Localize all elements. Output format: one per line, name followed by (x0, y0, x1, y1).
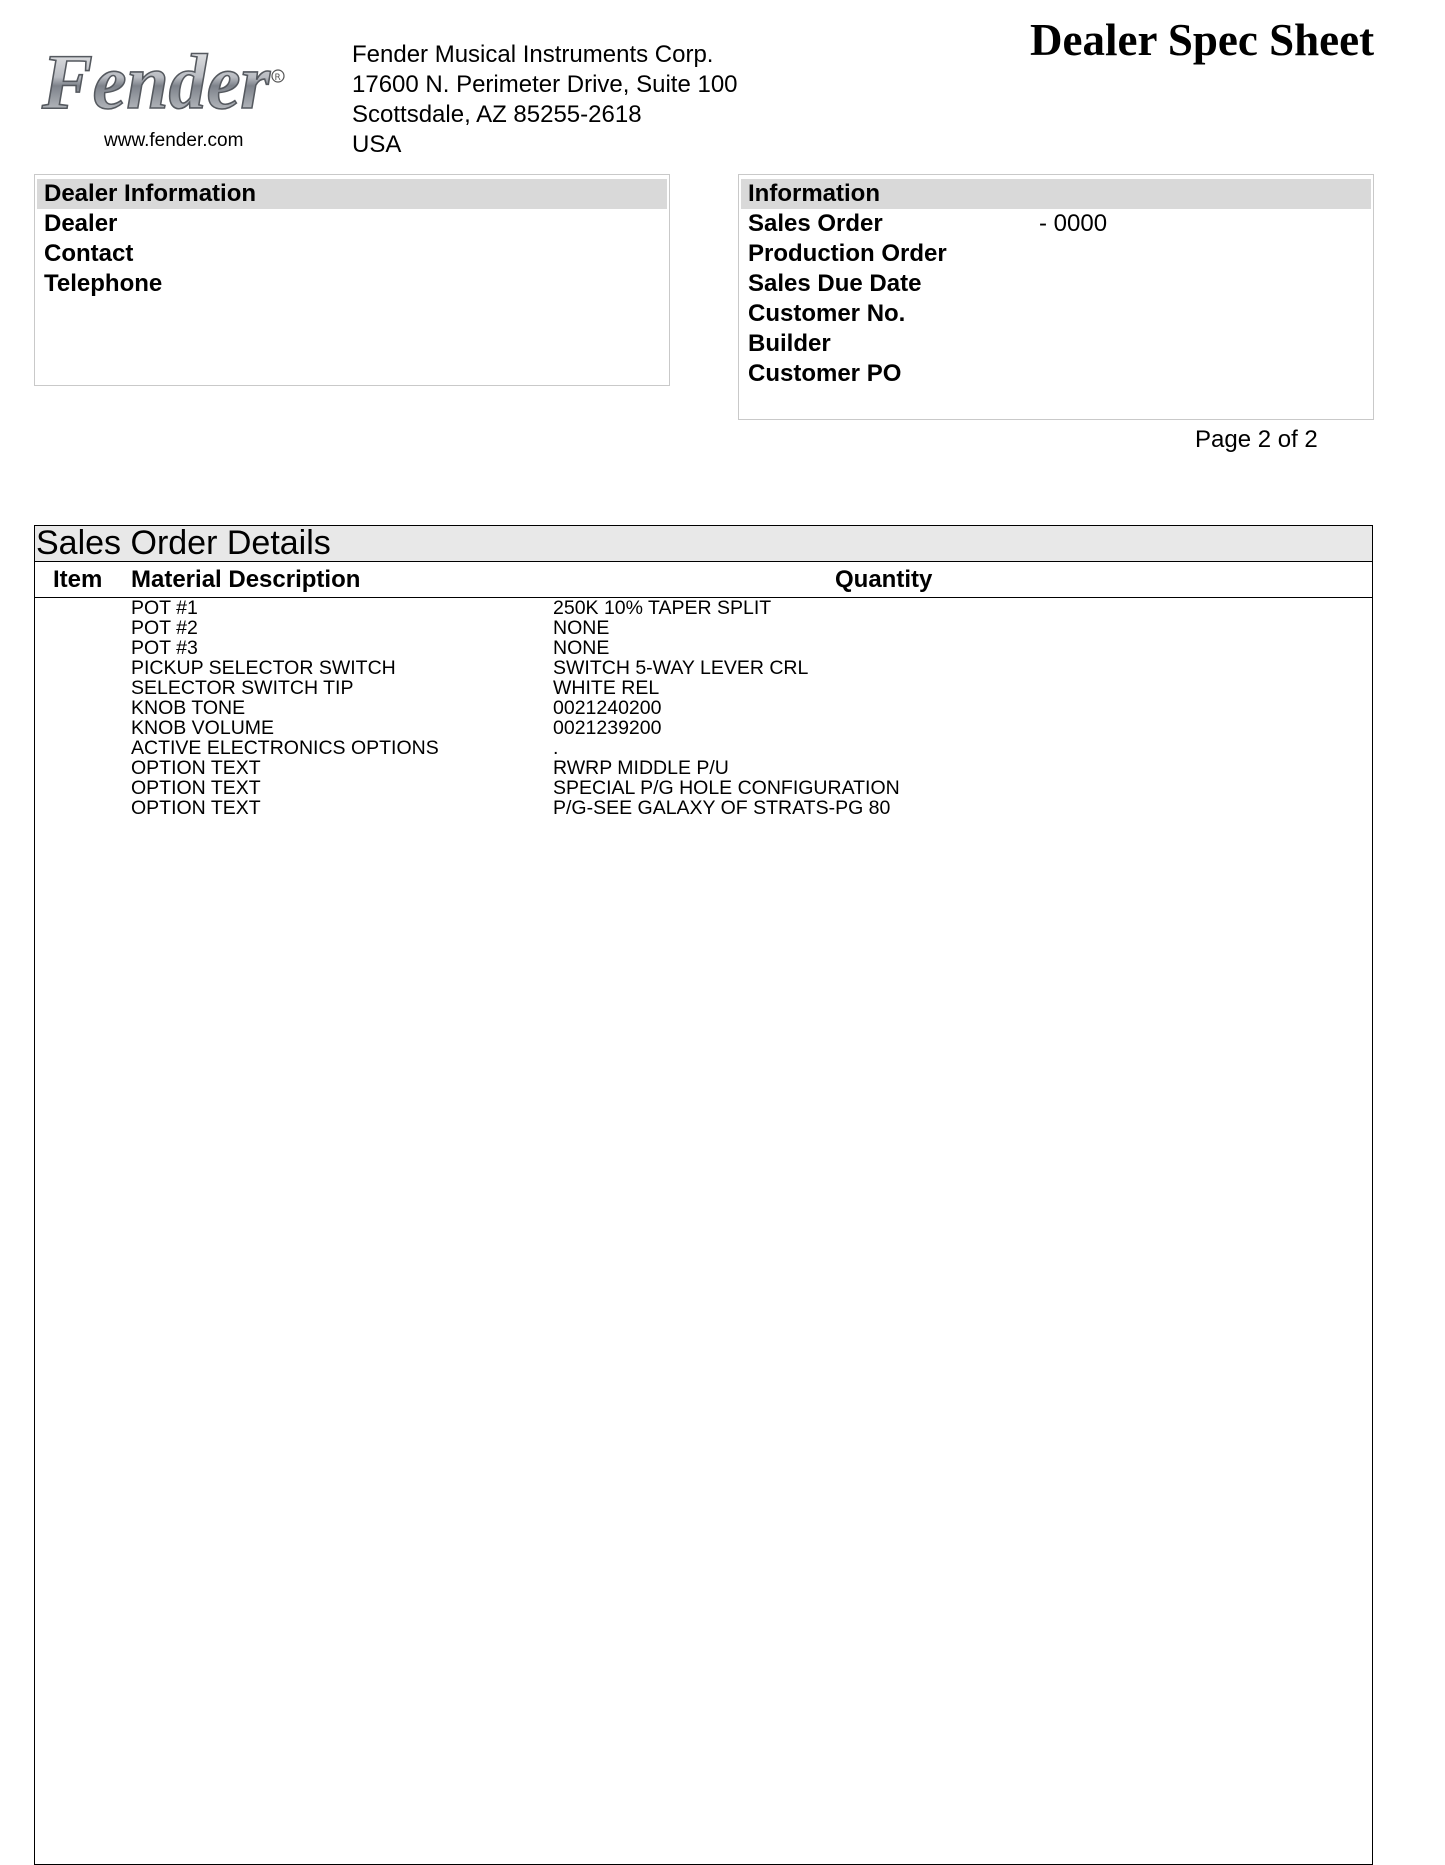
address-line: Fender Musical Instruments Corp. (352, 41, 714, 68)
material-description: ACTIVE ELECTRONICS OPTIONS (131, 737, 439, 759)
page-title: Dealer Spec Sheet (1030, 15, 1375, 65)
table-row (35, 678, 1372, 698)
svg-text:R: R (274, 73, 281, 83)
material-description: POT #3 (131, 637, 198, 659)
address-line: Scottsdale, AZ 85255-2618 (352, 101, 642, 128)
table-row (35, 718, 1372, 738)
table-row (35, 738, 1372, 758)
company-address (352, 40, 738, 160)
material-description: SELECTOR SWITCH TIP (131, 677, 354, 699)
material-value: NONE (553, 637, 610, 659)
sales-order-value: - 0000 (1039, 210, 1108, 237)
table-row (35, 618, 1372, 638)
table-row (35, 698, 1372, 718)
sales-due-date-row (739, 269, 1373, 299)
material-description: OPTION TEXT (131, 777, 261, 799)
material-value: . (553, 737, 559, 759)
dealer-information-heading: Dealer Information (37, 179, 667, 209)
column-header-item: Item (53, 566, 103, 593)
material-value: 0021239200 (553, 717, 662, 739)
address-line: USA (352, 131, 402, 158)
fender-logo (34, 38, 304, 158)
builder-row (739, 329, 1373, 359)
address-line: 17600 N. Perimeter Drive, Suite 100 (352, 71, 738, 98)
table-row (35, 658, 1372, 678)
telephone-label: Telephone (44, 270, 163, 297)
material-description: KNOB VOLUME (131, 717, 275, 739)
column-header-quantity: Quantity (835, 566, 933, 593)
material-description: OPTION TEXT (131, 757, 261, 779)
customer-po-row (739, 359, 1373, 389)
material-value: P/G-SEE GALAXY OF STRATS-PG 80 (553, 797, 891, 819)
order-information-box (738, 174, 1374, 420)
production-order-label: Production Order (748, 240, 947, 267)
website-text: www.fender.com (104, 130, 244, 151)
column-header-description: Material Description (131, 566, 361, 593)
table-row (35, 798, 1372, 818)
detail-rows (35, 598, 1372, 818)
material-description: OPTION TEXT (131, 797, 261, 819)
order-information-heading: Information (741, 179, 1371, 209)
customer-no-row (739, 299, 1373, 329)
contact-label: Contact (44, 240, 134, 267)
material-description: POT #1 (131, 597, 198, 619)
sales-order-details-title: Sales Order Details (35, 526, 1372, 562)
table-row (35, 638, 1372, 658)
material-value: NONE (553, 617, 610, 639)
sales-order-details (34, 525, 1373, 1865)
material-value: SWITCH 5-WAY LEVER CRL (553, 657, 809, 679)
sales-order-row (739, 209, 1373, 239)
material-value: SPECIAL P/G HOLE CONFIGURATION (553, 777, 900, 799)
dealer-information-box (34, 174, 670, 386)
material-description: KNOB TONE (131, 697, 246, 719)
logo-wordmark: Fender (41, 38, 271, 125)
material-value: WHITE REL (553, 677, 660, 699)
table-row (35, 758, 1372, 778)
sales-due-date-label: Sales Due Date (748, 270, 922, 297)
production-order-row (739, 239, 1373, 269)
table-row (35, 778, 1372, 798)
table-row (35, 598, 1372, 618)
material-value: RWRP MIDDLE P/U (553, 757, 729, 779)
fender-logo-icon (34, 38, 294, 128)
column-header-row (35, 562, 1372, 598)
customer-no-label: Customer No. (748, 300, 906, 327)
page-number: Page 2 of 2 (1195, 426, 1318, 453)
customer-po-label: Customer PO (748, 360, 902, 387)
sales-order-label: Sales Order (748, 210, 883, 237)
material-value: 250K 10% TAPER SPLIT (553, 597, 772, 619)
material-value: 0021240200 (553, 697, 662, 719)
builder-label: Builder (748, 330, 831, 357)
material-description: POT #2 (131, 617, 198, 639)
dealer-label: Dealer (44, 210, 118, 237)
material-description: PICKUP SELECTOR SWITCH (131, 657, 396, 679)
